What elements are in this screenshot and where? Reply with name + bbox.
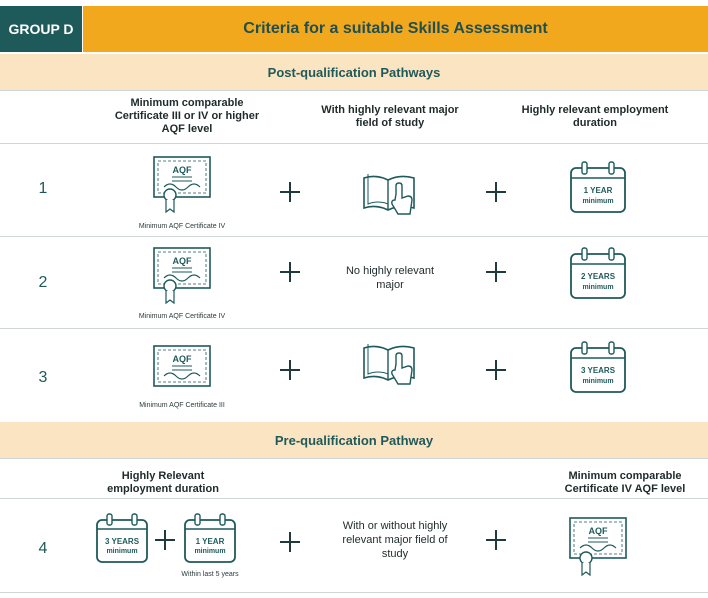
plus-icon (278, 358, 302, 382)
cert-caption: Minimum AQF Certificate IV (138, 313, 226, 320)
plus-icon (278, 260, 302, 284)
svg-text:3 YEARS: 3 YEARS (580, 366, 616, 375)
plus-icon (484, 180, 508, 204)
header (0, 0, 708, 52)
group-label: GROUP D (0, 6, 82, 52)
major-text: No highly relevant major (345, 265, 435, 291)
divider (0, 328, 708, 329)
row-number: 1 (38, 180, 48, 197)
divider (0, 592, 708, 593)
svg-text:AQF: AQF (172, 354, 192, 364)
divider (0, 90, 708, 91)
row-number: 2 (38, 274, 48, 291)
calendar-icon (183, 512, 237, 564)
plus-icon (153, 528, 177, 552)
cert-caption: Minimum AQF Certificate IV (138, 223, 226, 230)
svg-text:AQF: AQF (588, 526, 608, 536)
svg-text:1 YEAR: 1 YEAR (583, 186, 613, 195)
svg-text:3 YEARS: 3 YEARS (104, 537, 140, 546)
svg-text:1 YEAR: 1 YEAR (195, 537, 225, 546)
certificate-icon (152, 344, 212, 390)
calendar-icon (568, 160, 628, 216)
col-header-cert: Minimum comparable Certificate IV AQF level (564, 470, 686, 495)
book-hand-icon (360, 168, 418, 218)
calendar-icon (568, 340, 628, 396)
book-hand-icon (360, 338, 418, 388)
svg-text:minimum: minimum (582, 198, 614, 205)
col-header-employment: Highly relevant employment duration (521, 104, 669, 129)
certificate-icon (152, 155, 212, 215)
calendar-icon (95, 512, 149, 564)
col-header-employment: Highly Relevant employment duration (107, 470, 219, 495)
svg-text:minimum: minimum (582, 284, 614, 291)
plus-icon (484, 260, 508, 284)
divider (0, 498, 708, 499)
plus-icon (278, 180, 302, 204)
row-number: 4 (38, 540, 48, 557)
svg-text:2 YEARS: 2 YEARS (580, 272, 616, 281)
page-title: Criteria for a suitable Skills Assessment (83, 6, 708, 52)
divider (0, 458, 708, 459)
col-header-major: With highly relevant major field of study (321, 104, 459, 129)
middle-text: With or without highly relevant major field of study (342, 520, 448, 560)
col-header-cert: Minimum comparable Certificate III or IV or higher AQF level (114, 97, 260, 135)
certificate-icon (152, 246, 212, 306)
certificate-icon (568, 516, 628, 578)
svg-text:AQF: AQF (172, 256, 192, 266)
svg-text:minimum: minimum (582, 378, 614, 385)
plus-icon (484, 358, 508, 382)
calendar-icon (568, 246, 628, 302)
post-section-title: Post-qualification Pathways (0, 54, 708, 90)
plus-icon (278, 530, 302, 554)
divider (0, 143, 708, 144)
row-number: 3 (38, 369, 48, 386)
svg-text:AQF: AQF (172, 165, 192, 175)
pre-section-title: Pre-qualification Pathway (0, 422, 708, 458)
svg-text:minimum: minimum (194, 548, 226, 555)
divider (0, 236, 708, 237)
calendar-caption: Within last 5 years (181, 571, 239, 578)
svg-text:minimum: minimum (106, 548, 138, 555)
cert-caption: Minimum AQF Certificate III (139, 402, 225, 409)
plus-icon (484, 528, 508, 552)
